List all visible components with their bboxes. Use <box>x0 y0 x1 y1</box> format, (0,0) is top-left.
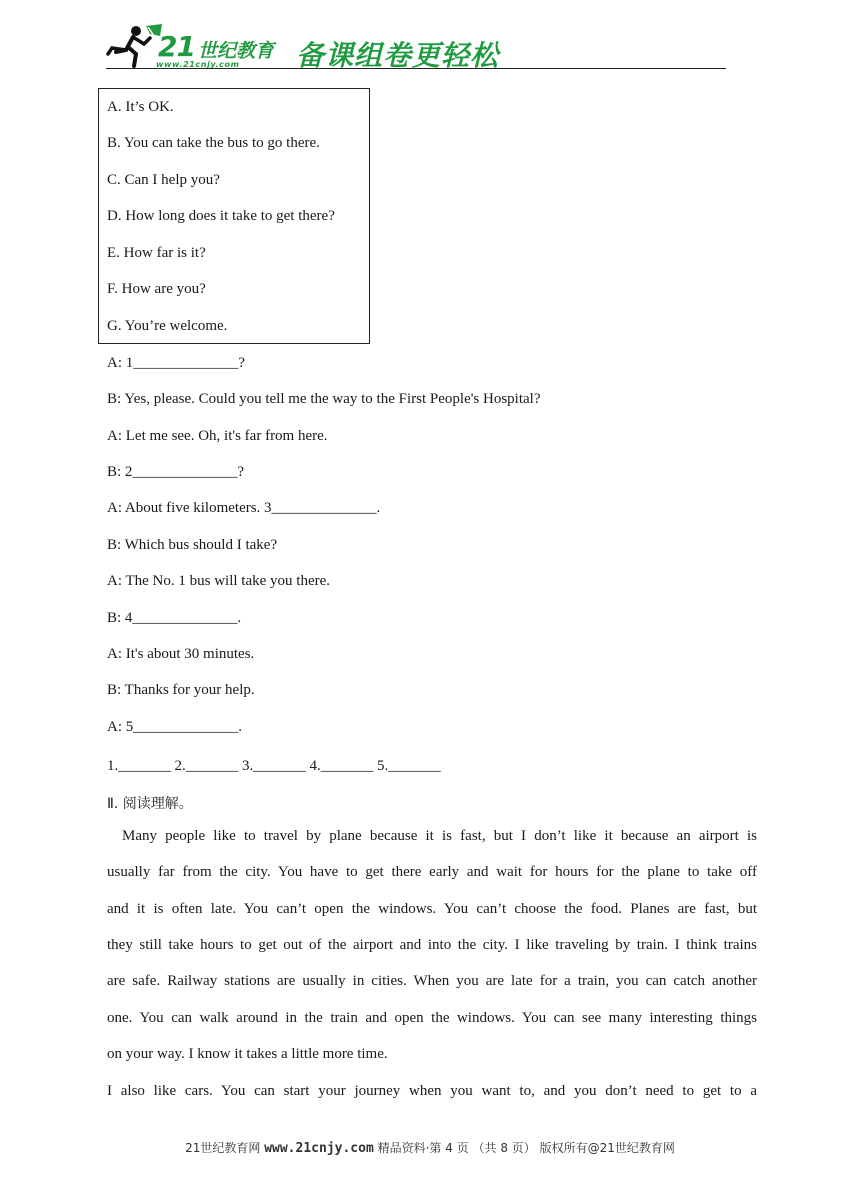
passage-line: usually far from the city. You have to get there early and wait for hours for the plane to take off <box>107 864 757 880</box>
brand-number: 21 <box>158 30 195 63</box>
footer-page-info: 精品资料·第 4 页 （共 8 页） <box>377 1141 536 1155</box>
option-b: B. You can take the bus to go there. <box>107 135 320 151</box>
footer-site: 21世纪教育网 <box>185 1141 261 1155</box>
page-header <box>106 22 726 70</box>
footer-copyright: 版权所有@21世纪教育网 <box>539 1141 675 1155</box>
option-g: G. You’re welcome. <box>107 318 228 334</box>
dialogue-line: B: 4______________. <box>107 610 242 626</box>
passage-line: they still take hours to get out of the airport and into the city. I like traveling by train. I think trains <box>107 937 757 953</box>
passage-line: one. You can walk around in the train and open the windows. You can see many interesting things <box>107 1010 757 1026</box>
dialogue-line: A: 1______________? <box>107 355 245 371</box>
dialogue-line: A: About five kilometers. 3______________. <box>107 500 381 516</box>
header-slogan: 备课组卷更轻松 <box>296 39 500 72</box>
option-a: A. It’s OK. <box>107 99 174 115</box>
option-c: C. Can I help you? <box>107 172 220 188</box>
dialogue-line: B: Yes, please. Could you tell me the way to the First People's Hospital? <box>107 391 541 407</box>
brand-url: www.21cnjy.com <box>156 60 240 69</box>
option-d: D. How long does it take to get there? <box>107 208 335 224</box>
dialogue-line: A: 5______________. <box>107 719 242 735</box>
footer-url[interactable]: www.21cnjy.com <box>264 1141 374 1156</box>
option-f: F. How are you? <box>107 281 206 297</box>
passage-line: I also like cars. You can start your journey when you want to, and you don’t need to get to a <box>107 1083 757 1099</box>
passage-line: on your way. I know it takes a little more time. <box>107 1046 388 1062</box>
passage-line: Many people like to travel by plane because it is fast, but I don’t like it because an airport is <box>122 828 757 844</box>
header-divider <box>106 68 726 69</box>
passage-line: are safe. Railway stations are usually in cities. When you are late for a train, you can catch another <box>107 973 757 989</box>
dialogue-line: A: Let me see. Oh, it's far from here. <box>107 428 328 444</box>
page-footer <box>0 1139 860 1156</box>
options-box <box>98 88 370 344</box>
dialogue-line: B: Thanks for your help. <box>107 682 255 698</box>
dialogue-line: A: It's about 30 minutes. <box>107 646 255 662</box>
option-e: E. How far is it? <box>107 245 206 261</box>
section-title: Ⅱ. 阅读理解。 <box>107 796 193 812</box>
answer-blanks: 1._______ 2._______ 3._______ 4._______ 5._______ <box>107 758 441 774</box>
passage-line: and it is often late. You can’t open the windows. You can’t choose the food. Planes are fast, but <box>107 901 757 917</box>
dialogue-line: B: Which bus should I take? <box>107 537 278 553</box>
brand-name: 世纪教育 <box>198 40 275 62</box>
dialogue-line: B: 2______________? <box>107 464 245 480</box>
dialogue-line: A: The No. 1 bus will take you there. <box>107 573 331 589</box>
